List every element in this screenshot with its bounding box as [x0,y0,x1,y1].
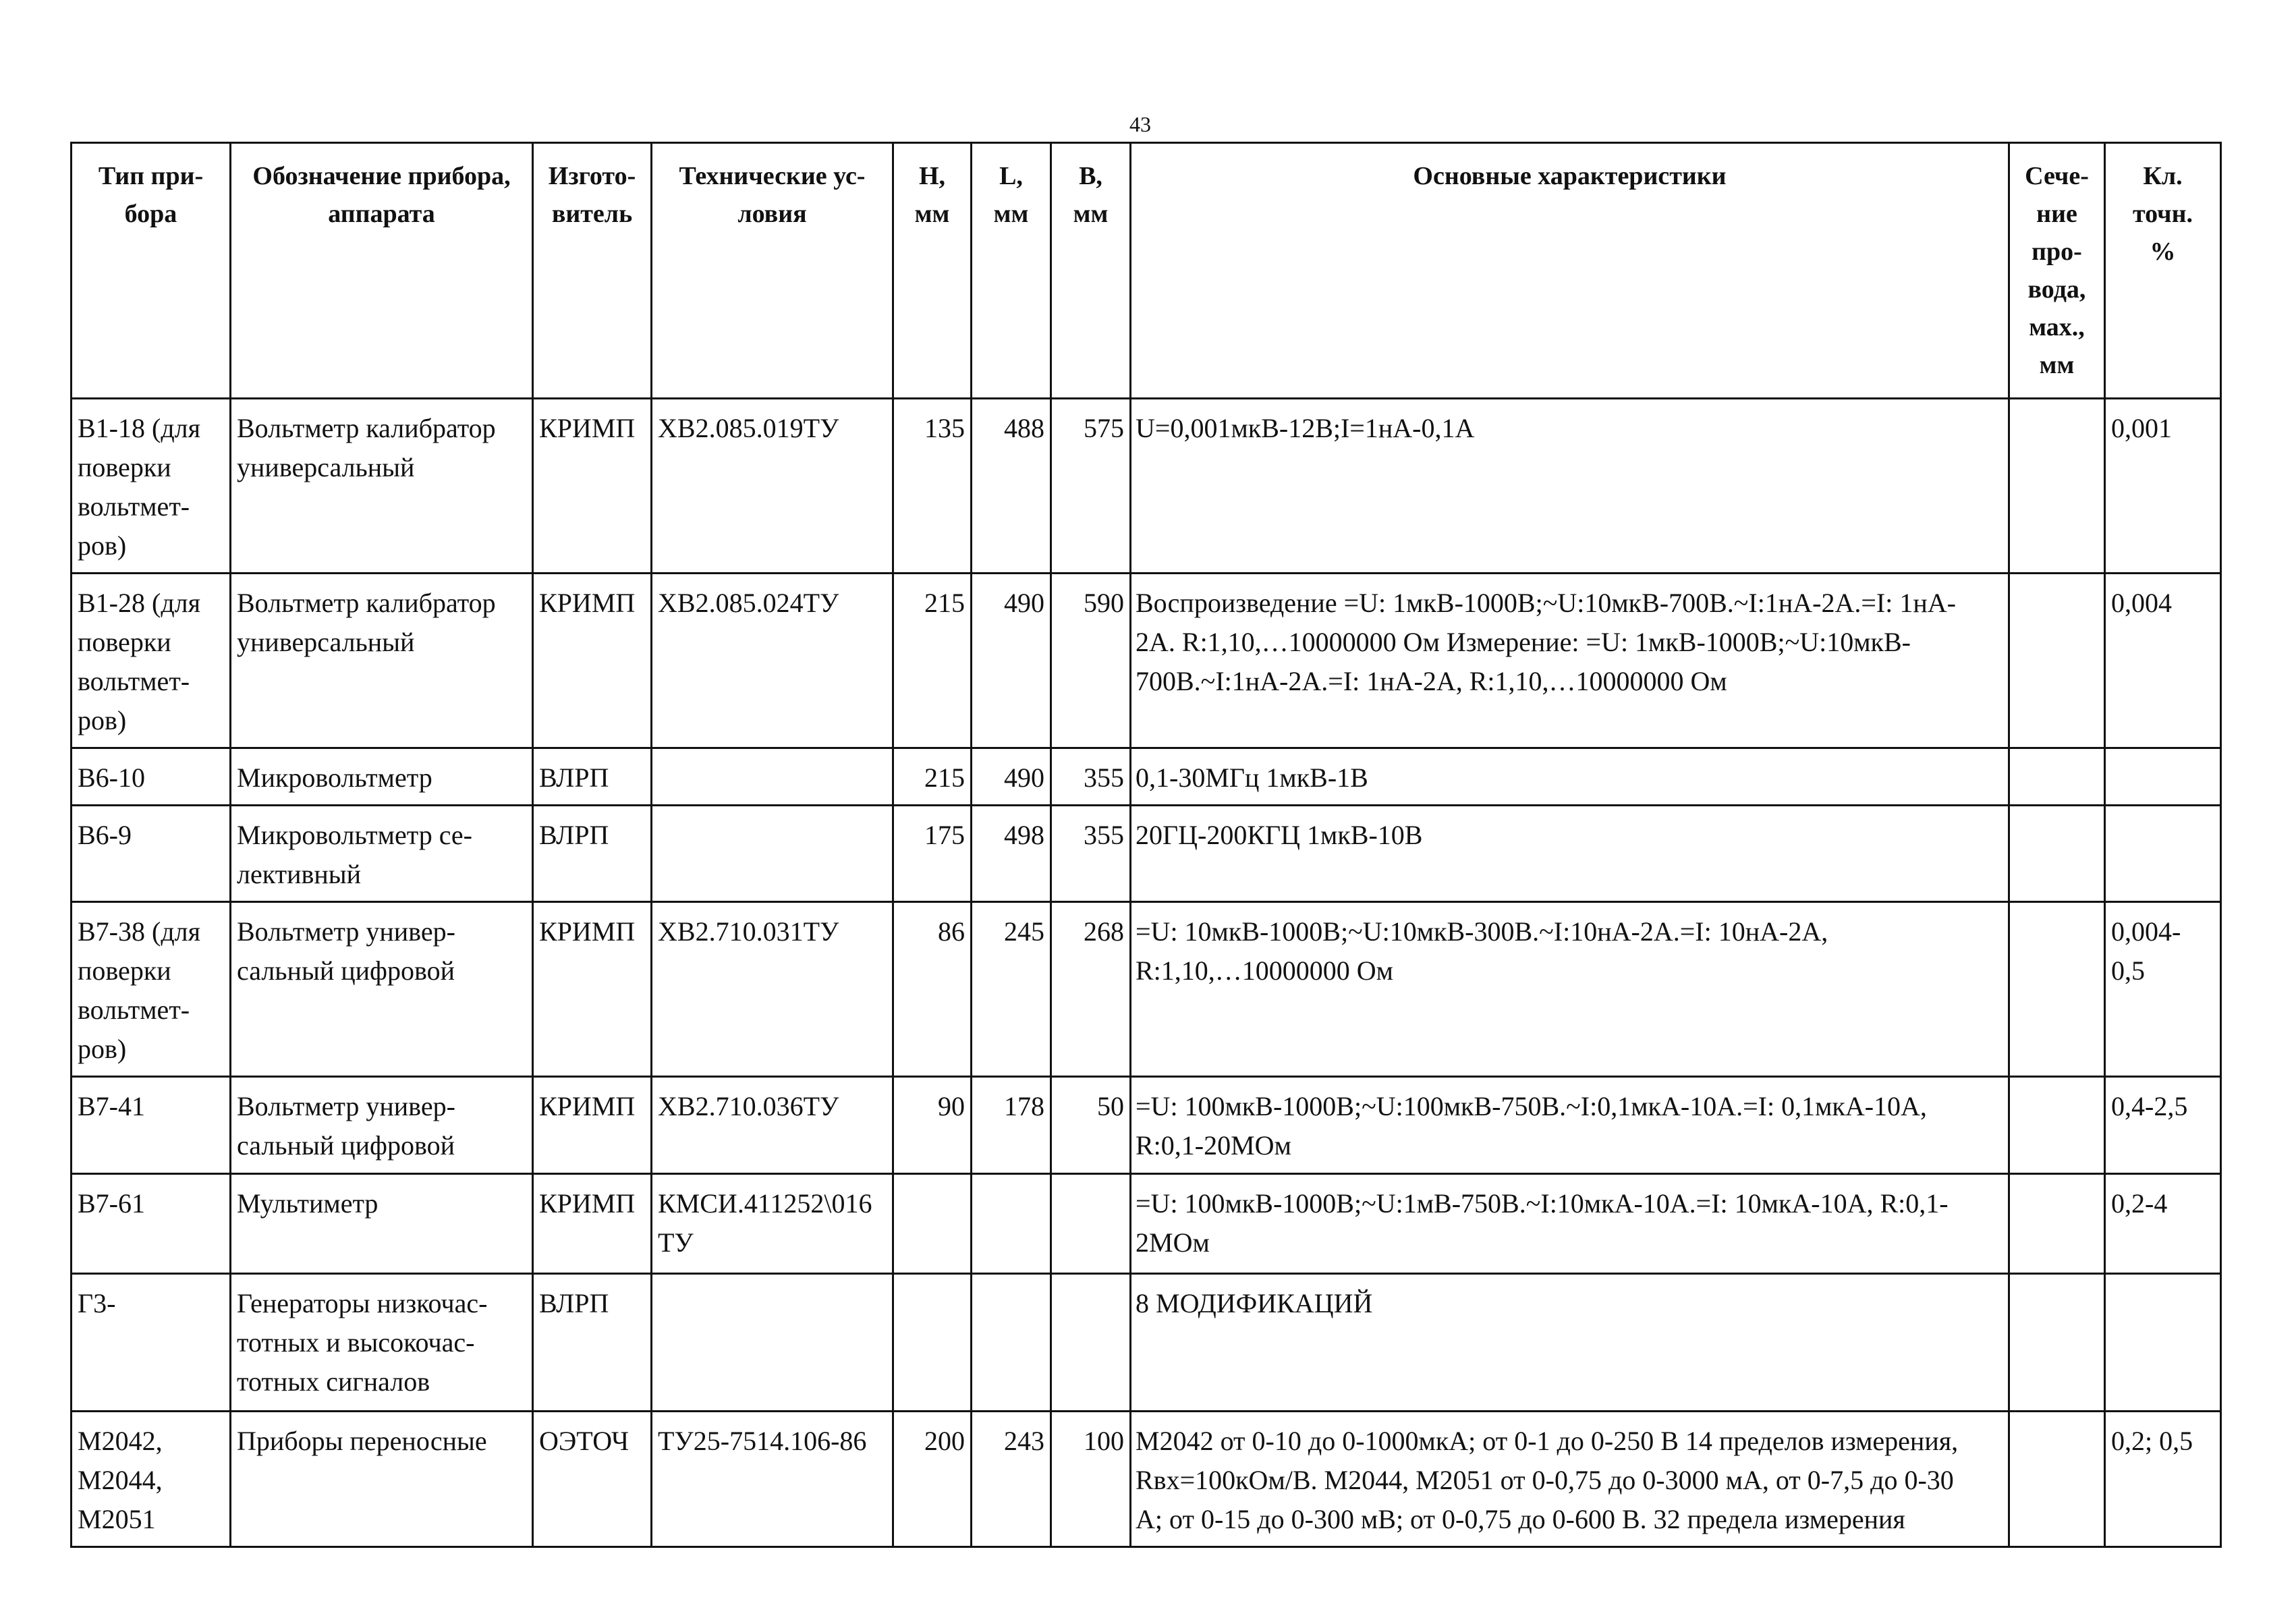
cell-b: 355 [1051,806,1131,902]
cell-b: 268 [1051,902,1131,1077]
cell-accuracy [2105,806,2221,902]
header-maker: Изгото- витель [533,143,652,399]
cell-type: В7-38 (для поверки вольтмет- ров) [72,902,231,1077]
cell-l: 178 [972,1077,1051,1174]
cell-type: В7-41 [72,1077,231,1174]
cell-specs [652,748,893,806]
cell-section [2009,399,2105,574]
cell-type: В6-9 [72,806,231,902]
cell-l [972,1174,1051,1274]
cell-accuracy: 0,4-2,5 [2105,1077,2221,1174]
cell-h: 175 [893,806,972,902]
cell-section [2009,902,2105,1077]
cell-h [893,1274,972,1412]
cell-l: 488 [972,399,1051,574]
cell-l: 490 [972,574,1051,748]
table-row [72,1174,2221,1274]
cell-designation: Микровольтметр се- лективный [231,806,533,902]
cell-h: 86 [893,902,972,1077]
cell-h: 200 [893,1412,972,1547]
cell-characteristics: 20ГЦ-200КГЦ 1мкВ-10В [1131,806,2009,902]
instrument-table [70,142,2222,1548]
table-row [72,1077,2221,1174]
header-section: Сече- ние про- вода, мах., мм [2009,143,2105,399]
cell-specs: ХВ2.710.036ТУ [652,1077,893,1174]
header-row [72,143,2221,399]
cell-b: 50 [1051,1077,1131,1174]
cell-maker: ВЛРП [533,748,652,806]
cell-type: В1-28 (для поверки вольтмет- ров) [72,574,231,748]
header-accuracy: Кл. точн. % [2105,143,2221,399]
cell-designation: Мультиметр [231,1174,533,1274]
header-designation: Обозначение прибора, аппарата [231,143,533,399]
cell-accuracy: 0,004- 0,5 [2105,902,2221,1077]
cell-accuracy [2105,748,2221,806]
cell-section [2009,806,2105,902]
cell-specs: ХВ2.085.024ТУ [652,574,893,748]
cell-maker: КРИМП [533,399,652,574]
cell-h [893,1174,972,1274]
cell-specs: ХВ2.085.019ТУ [652,399,893,574]
cell-b [1051,1274,1131,1412]
cell-maker: ВЛРП [533,1274,652,1412]
cell-l: 498 [972,806,1051,902]
cell-characteristics: =U: 100мкВ-1000В;~U:100мкВ-750В.~I:0,1мкА-10А.=I: 0,1мкА-10А, R:0,1-20МОм [1131,1077,2009,1174]
cell-type: Г3- [72,1274,231,1412]
cell-designation: Микровольтметр [231,748,533,806]
cell-h: 135 [893,399,972,574]
cell-designation: Приборы переносные [231,1412,533,1547]
cell-designation: Вольтметр универ- сальный цифровой [231,1077,533,1174]
cell-designation: Вольтметр калибратор универсальный [231,574,533,748]
table-row [72,1274,2221,1412]
cell-characteristics: М2042 от 0-10 до 0-1000мкА; от 0-1 до 0-250 В 14 пределов измерения, Rвх=100кОм/В. М2044, М2051 от 0-0,75 до 0-3000 мА, от 0-7,5 до 0-30 А; от 0-15 до 0-300 мВ; от 0-0,75 до 0-600 В. 32 предела измерения [1131,1412,2009,1547]
cell-h: 215 [893,748,972,806]
table-row [72,399,2221,574]
cell-accuracy: 0,001 [2105,399,2221,574]
header-l: L, мм [972,143,1051,399]
table-row [72,902,2221,1077]
cell-designation: Вольтметр универ- сальный цифровой [231,902,533,1077]
cell-specs: ХВ2.710.031ТУ [652,902,893,1077]
cell-l: 245 [972,902,1051,1077]
cell-specs: КМСИ.411252\016 ТУ [652,1174,893,1274]
cell-h: 215 [893,574,972,748]
cell-maker: КРИМП [533,574,652,748]
cell-type: В1-18 (для поверки вольтмет- ров) [72,399,231,574]
cell-h: 90 [893,1077,972,1174]
cell-maker: КРИМП [533,1174,652,1274]
cell-section [2009,1412,2105,1547]
cell-maker: ВЛРП [533,806,652,902]
cell-designation: Генераторы низкочас- тотных и высокочас- тотных сигналов [231,1274,533,1412]
cell-section [2009,1174,2105,1274]
cell-characteristics: U=0,001мкВ-12В;I=1нА-0,1А [1131,399,2009,574]
page-number: 43 [1129,112,1151,136]
cell-l [972,1274,1051,1412]
cell-section [2009,748,2105,806]
cell-designation: Вольтметр калибратор универсальный [231,399,533,574]
cell-section [2009,1077,2105,1174]
header-characteristics: Основные характеристики [1131,143,2009,399]
cell-b: 100 [1051,1412,1131,1547]
cell-characteristics: =U: 100мкВ-1000В;~U:1мВ-750В.~I:10мкА-10А.=I: 10мкА-10А, R:0,1- 2МОм [1131,1174,2009,1274]
cell-type: В6-10 [72,748,231,806]
cell-section [2009,574,2105,748]
cell-accuracy: 0,2-4 [2105,1174,2221,1274]
cell-type: М2042, М2044, М2051 [72,1412,231,1547]
cell-b: 590 [1051,574,1131,748]
table-row [72,574,2221,748]
table-row [72,806,2221,902]
cell-b: 575 [1051,399,1131,574]
header-specs: Технические ус- ловия [652,143,893,399]
cell-section [2009,1274,2105,1412]
cell-specs [652,806,893,902]
table-row [72,1412,2221,1547]
cell-characteristics: 8 МОДИФИКАЦИЙ [1131,1274,2009,1412]
cell-l: 243 [972,1412,1051,1547]
cell-accuracy: 0,004 [2105,574,2221,748]
cell-b: 355 [1051,748,1131,806]
cell-type: В7-61 [72,1174,231,1274]
header-b: B, мм [1051,143,1131,399]
cell-specs: ТУ25-7514.106-86 [652,1412,893,1547]
table-row [72,748,2221,806]
cell-specs [652,1274,893,1412]
header-type: Тип при- бора [72,143,231,399]
cell-accuracy [2105,1274,2221,1412]
cell-maker: КРИМП [533,902,652,1077]
cell-accuracy: 0,2; 0,5 [2105,1412,2221,1547]
cell-b [1051,1174,1131,1274]
cell-characteristics: 0,1-30МГц 1мкВ-1В [1131,748,2009,806]
cell-characteristics: =U: 10мкВ-1000В;~U:10мкВ-300В.~I:10нА-2А.=I: 10нА-2А, R:1,10,…10000000 Ом [1131,902,2009,1077]
cell-maker: ОЭТОЧ [533,1412,652,1547]
header-h: H, мм [893,143,972,399]
cell-l: 490 [972,748,1051,806]
cell-maker: КРИМП [533,1077,652,1174]
cell-characteristics: Воспроизведение =U: 1мкВ-1000В;~U:10мкВ-700В.~I:1нА-2А.=I: 1нА- 2А. R:1,10,…10000000 Ом Измерение: =U: 1мкВ-1000В;~U:10мкВ- 700В.~I:1нА-2А.=I: 1нА-2А, R:1,10,…10000000 Ом [1131,574,2009,748]
